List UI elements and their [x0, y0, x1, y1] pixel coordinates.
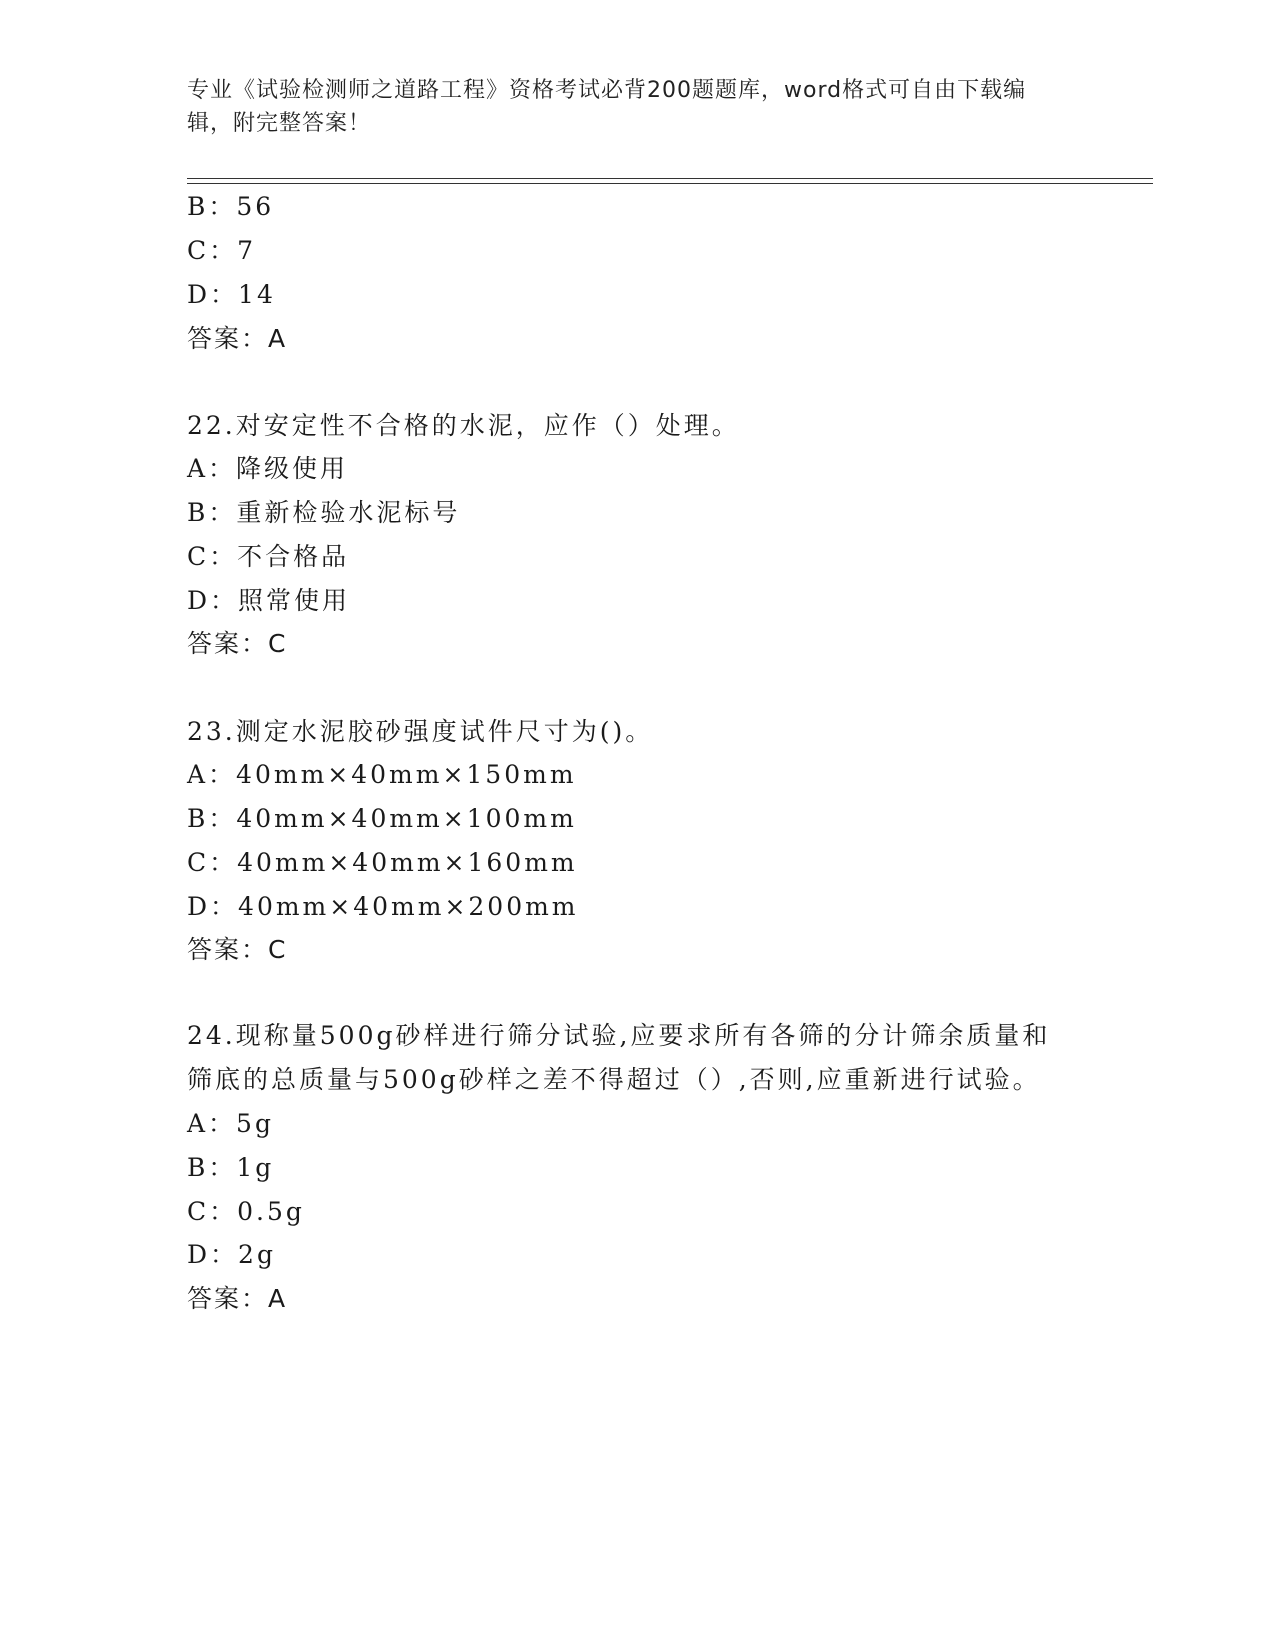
answer-label: 答案：A	[187, 1284, 288, 1313]
answer-label: 答案：C	[187, 629, 288, 658]
option-d: D：40mm×40mm×200mm	[187, 892, 579, 921]
question-stem: 23.测定水泥胶砂强度试件尺寸为()。	[187, 717, 654, 746]
answer-label: 答案：C	[187, 935, 288, 964]
option-a: A：降级使用	[187, 454, 349, 483]
question-stem-line-2: 筛底的总质量与500g砂样之差不得超过（）,否则,应重新进行试验。	[187, 1065, 1041, 1094]
option-b: B：40mm×40mm×100mm	[187, 804, 577, 833]
question-stem: 22.对安定性不合格的水泥，应作（）处理。	[187, 411, 740, 440]
header-rule-bottom	[187, 183, 1153, 184]
option-d: D：14	[187, 280, 276, 309]
option-a: A：40mm×40mm×150mm	[187, 760, 577, 789]
question-stem-line-1: 24.现称量500g砂样进行筛分试验,应要求所有各筛的分计筛余质量和	[187, 1021, 1051, 1050]
answer-label: 答案：A	[187, 324, 288, 353]
option-d: D：照常使用	[187, 586, 351, 615]
option-a: A：5g	[187, 1109, 274, 1138]
option-d: D：2g	[187, 1240, 276, 1269]
option-b: B：56	[187, 192, 275, 221]
option-c: C：40mm×40mm×160mm	[187, 848, 578, 877]
option-c: C：不合格品	[187, 542, 350, 571]
option-b: B：1g	[187, 1153, 275, 1182]
header-rule-top	[187, 178, 1153, 179]
document-header: 专业《试验检测师之道路工程》资格考试必背200题题库，word格式可自由下载编辑，附完整答案！	[187, 78, 1027, 136]
option-c: C：0.5g	[187, 1197, 305, 1226]
option-c: C：7	[187, 236, 257, 265]
option-b: B：重新检验水泥标号	[187, 498, 461, 527]
